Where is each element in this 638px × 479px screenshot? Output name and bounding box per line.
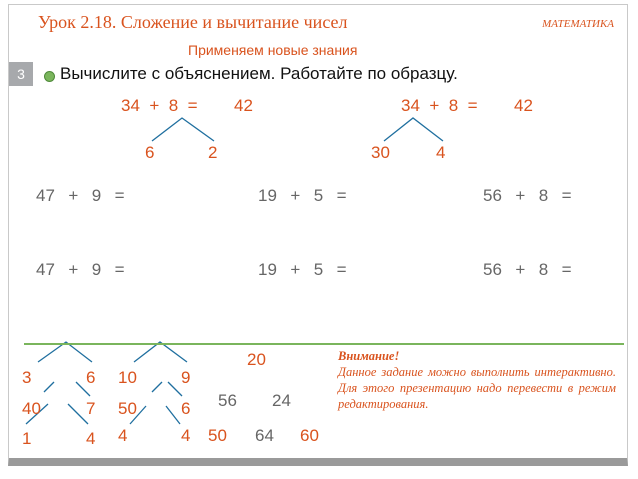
example-part-left: 6 (145, 143, 155, 162)
tile-number[interactable]: 6 (181, 399, 191, 418)
tile-number[interactable]: 40 (22, 399, 41, 418)
example-part-left: 30 (371, 143, 390, 162)
exercise-expression: 56 + 8 = (483, 260, 572, 279)
tile-number[interactable]: 3 (22, 368, 32, 387)
slide-subtitle: Применяем новые знания (188, 42, 358, 58)
tile-number[interactable]: 10 (118, 368, 137, 387)
example-part-right: 4 (436, 143, 446, 162)
tile-number[interactable]: 7 (86, 399, 96, 418)
subject-label: МАТЕМАТИКА (542, 18, 614, 30)
lesson-title: Урок 2.18. Сложение и вычитание чисел (38, 12, 348, 32)
tile-number[interactable]: 56 (218, 391, 237, 410)
example-expression: 34 + 8 = (121, 96, 198, 115)
tile-number[interactable]: 4 (181, 426, 191, 445)
tile-number[interactable]: 60 (300, 426, 319, 445)
tile-number[interactable]: 6 (86, 368, 96, 387)
example-branch-lines (152, 118, 214, 141)
tile-number[interactable]: 9 (181, 368, 191, 387)
task-number-badge: 3 (9, 62, 33, 86)
tile-branch-lines (38, 342, 92, 362)
tile-number[interactable]: 20 (247, 350, 266, 369)
notice-heading: Внимание! (338, 349, 400, 363)
example-part-right: 2 (208, 143, 218, 162)
tile-number[interactable]: 64 (255, 426, 274, 445)
example-result: 42 (514, 96, 533, 115)
task-instruction: Вычислите с объяснением. Работайте по образцу. (60, 64, 458, 83)
tile-branch-lines (134, 342, 187, 362)
example-result: 42 (234, 96, 253, 115)
tile-number[interactable]: 4 (118, 426, 128, 445)
tile-number[interactable]: 50 (118, 399, 137, 418)
divider-line (24, 343, 624, 345)
tile-number[interactable]: 4 (86, 429, 96, 448)
tile-number[interactable]: 50 (208, 426, 227, 445)
tile-number[interactable]: 24 (272, 391, 291, 410)
exercise-expression: 19 + 5 = (258, 186, 347, 205)
notice-box (338, 348, 616, 412)
exercise-expression: 47 + 9 = (36, 186, 125, 205)
notice-text: Данное задание можно выполнить интерактивно. Для этого презентацию надо перевести в режим редактирования. (338, 365, 616, 411)
exercise-expression: 19 + 5 = (258, 260, 347, 279)
tile-number[interactable]: 1 (22, 429, 32, 448)
exercise-expression: 56 + 8 = (483, 186, 572, 205)
exercise-expression: 47 + 9 = (36, 260, 125, 279)
example-expression: 34 + 8 = (401, 96, 478, 115)
example-branch-lines (384, 118, 443, 141)
